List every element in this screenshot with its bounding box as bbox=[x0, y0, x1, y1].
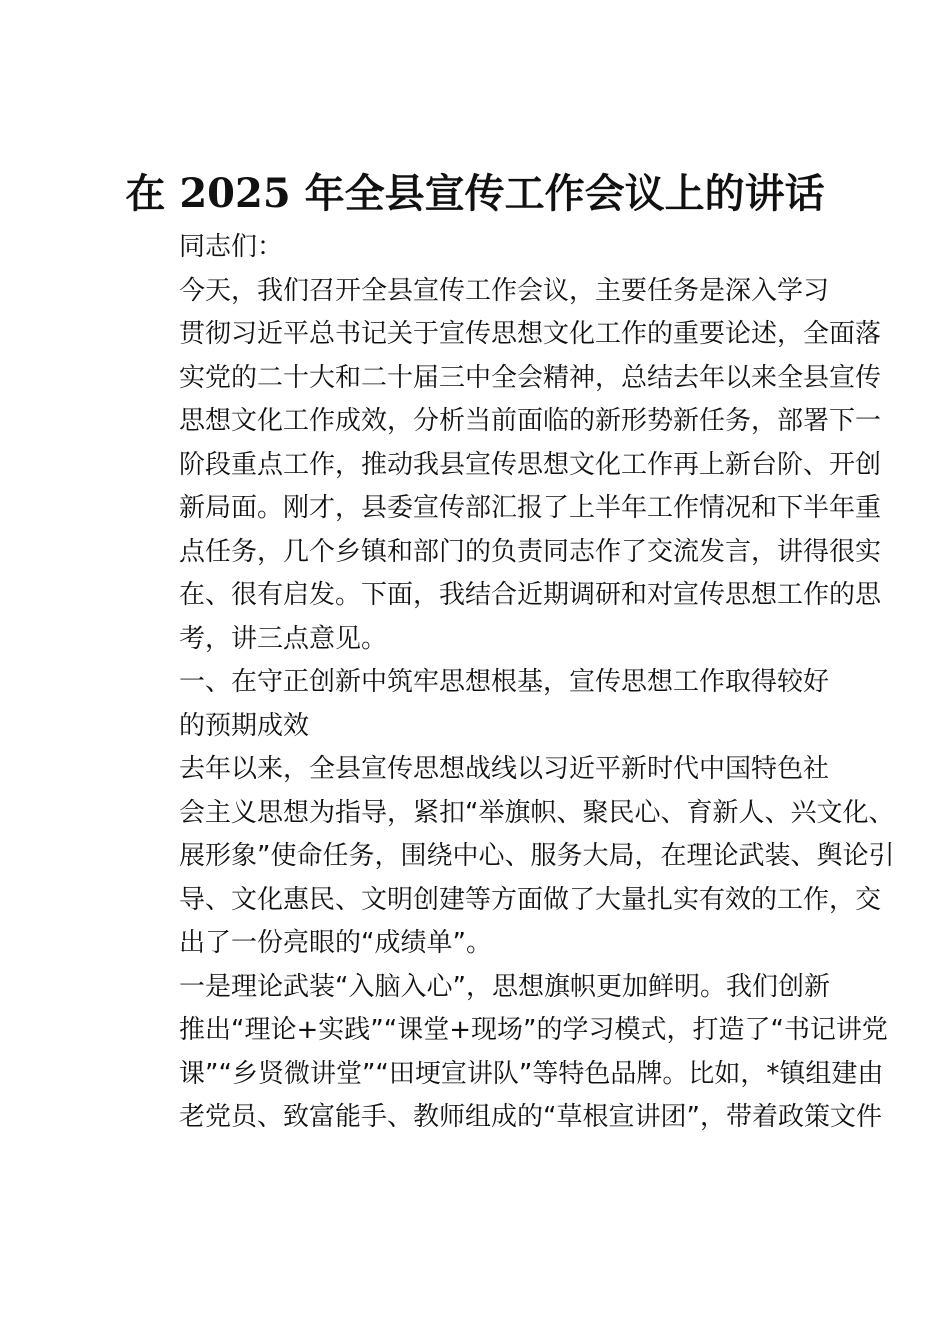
text-line: 出了一份亮眼的“成绩单”。 bbox=[179, 928, 492, 958]
text-line: 贯彻习近平总书记关于宣传思想文化工作的重要论述，全面落 bbox=[179, 319, 882, 349]
section-heading bbox=[127, 661, 830, 748]
text-line: 实党的二十大和二十届三中全会精神，总结去年以来全县宣传 bbox=[179, 362, 882, 393]
text-line: 考，讲三点意见。 bbox=[179, 623, 388, 654]
text-line: 导、文化惠民、文明创建等方面做了大量扎实有效的工作，交 bbox=[179, 884, 882, 915]
text-line: 今天，我们召开全县宣传工作会议，主要任务是深入学习 bbox=[179, 275, 830, 306]
text-line: 一是理论武装“入脑入心”，思想旗帜更加鲜明。我们创新 bbox=[179, 971, 830, 1002]
text-line: 阶段重点工作，推动我县宣传思想文化工作再上新台阶、开创 bbox=[179, 449, 882, 480]
text-line: 老党员、致富能手、教师组成的“草根宣讲团”，带着政策文件 bbox=[179, 1102, 882, 1132]
text-line: 同志们： bbox=[179, 232, 284, 262]
point-paragraph bbox=[127, 966, 888, 1140]
document-title: 在 2025 年全县宣传工作会议上的讲话 bbox=[125, 170, 825, 217]
text-line: 点任务，几个乡镇和部门的负责同志作了交流发言，讲得很实 bbox=[179, 536, 882, 567]
text-line: 去年以来，全县宣传思想战线以习近平新时代中国特色社 bbox=[179, 754, 830, 784]
salutation-paragraph bbox=[127, 226, 823, 270]
text-line: 课”“乡贤微讲堂”“田埂宣讲队”等特色品牌。比如，*镇组建由 bbox=[179, 1058, 884, 1089]
section-paragraph bbox=[127, 748, 895, 966]
opening-paragraph bbox=[127, 270, 882, 662]
text-line: 展形象”使命任务，围绕中心、服务大局，在理论武装、舆论引 bbox=[179, 841, 895, 871]
text-line: 一、在守正创新中筑牢思想根基，宣传思想工作取得较好 bbox=[179, 667, 830, 697]
text-line: 思想文化工作成效，分析当前面临的新形势新任务，部署下一 bbox=[179, 406, 882, 436]
text-line: 在、很有启发。下面，我结合近期调研和对宣传思想工作的思 bbox=[179, 580, 882, 610]
text-line: 会主义思想为指导，紧扣“举旗帜、聚民心、育新人、兴文化、 bbox=[179, 797, 895, 828]
text-line: 的预期成效 bbox=[179, 710, 310, 741]
document-body bbox=[127, 226, 895, 1140]
text-line: 推出“理论+实践”“课堂+现场”的学习模式，打造了“书记讲党 bbox=[179, 1015, 888, 1045]
text-line: 新局面。刚才，县委宣传部汇报了上半年工作情况和下半年重 bbox=[179, 493, 882, 523]
